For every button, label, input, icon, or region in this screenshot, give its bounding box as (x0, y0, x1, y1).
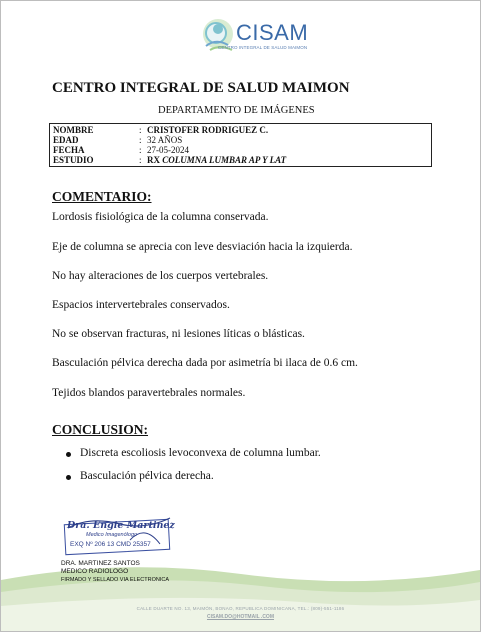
name-colon: : (139, 125, 142, 135)
department-label: DEPARTAMENTO DE IMÁGENES (158, 105, 315, 116)
comment-line: Basculación pélvica derecha dada por asimetría bi ilaca de 0.6 cm. (52, 357, 358, 369)
comment-line: Espacios intervertebrales conservados. (52, 299, 230, 311)
stamp-exequatur: EXQ Nº 206 13 CMD 25357 (70, 541, 151, 548)
date-colon: : (139, 145, 142, 155)
comment-line: Eje de columna se aprecia con leve desviación hacia la izquierda. (52, 241, 353, 253)
comentario-heading: COMENTARIO: (52, 189, 152, 204)
study-colon: : (139, 155, 142, 165)
bullet-icon (66, 475, 71, 480)
conclusion-item-text: Basculación pélvica derecha. (80, 470, 214, 482)
study-label: ESTUDIO (53, 155, 94, 165)
conclusion-item-text: Discreta escoliosis levoconvexa de columna lumbar. (80, 447, 321, 459)
footer-address: CALLE DUARTE NO. 13, MAIMÓN, BONAO, REPUBLICA DOMINICANA, TEL.: (809)-551-1186 (136, 606, 345, 611)
comment-line: Tejidos blandos paravertebrales normales. (52, 387, 246, 399)
name-label: NOMBRE (53, 125, 94, 135)
name-value: CRISTOFER RODRIGUEZ C. (147, 125, 269, 135)
bullet-icon (66, 452, 71, 457)
age-value: 32 AÑOS (147, 135, 183, 145)
signed-note: FIRMADO Y SELLADO VIA ELECTRONICA (61, 577, 169, 583)
stamp-name: Dra. Engie Martinez (67, 520, 175, 531)
study-prefix: RX (147, 155, 160, 165)
age-label: EDAD (53, 135, 79, 145)
comment-line: No se observan fracturas, ni lesiones líticas o blásticas. (52, 328, 305, 340)
date-label: FECHA (53, 145, 85, 155)
stamp-title: Medico Imagenólogo (86, 532, 138, 538)
logo-text: CISAM (236, 20, 309, 45)
comment-line: Lordosis fisiológica de la columna conservada. (52, 211, 269, 223)
footer-email[interactable]: CISAM.DO@HOTMAIL .COM (206, 614, 274, 620)
doctor-title: MEDICO RADIOLOGO (61, 568, 129, 575)
study-value-group (147, 155, 286, 165)
age-colon: : (139, 135, 142, 145)
report-title: CENTRO INTEGRAL DE SALUD MAIMON (52, 80, 350, 96)
study-value: COLUMNA LUMBAR AP Y LAT (162, 155, 287, 165)
conclusion-heading: CONCLUSION: (52, 422, 149, 437)
patient-info-box (49, 123, 432, 167)
doctor-name: DRA. MARTINEZ SANTOS (61, 560, 140, 567)
comment-line: No hay alteraciones de los cuerpos vertebrales. (52, 270, 269, 282)
date-value: 27-05-2024 (147, 145, 189, 155)
logo-subtext: CENTRO INTEGRAL DE SALUD MAIMON (218, 45, 308, 50)
